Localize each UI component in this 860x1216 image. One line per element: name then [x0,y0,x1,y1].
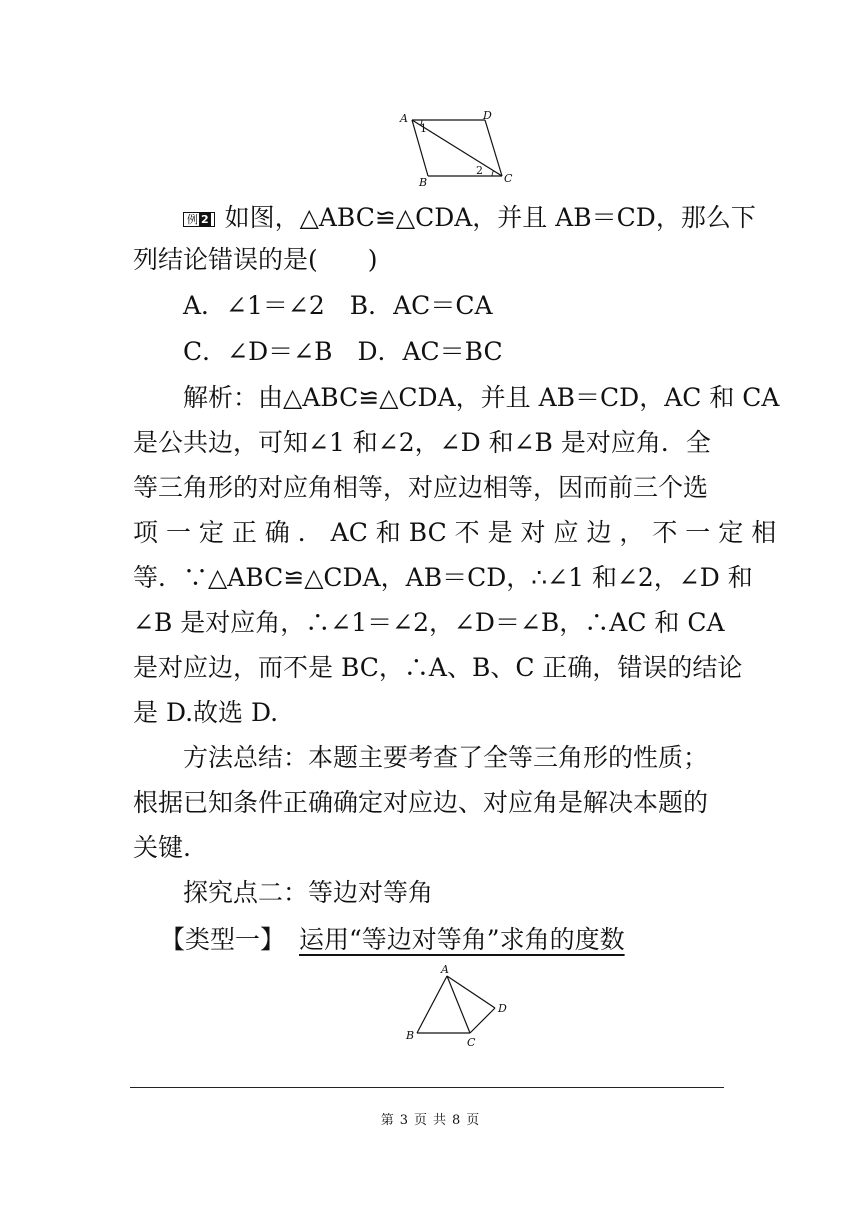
label-a: A [400,112,408,125]
figure-triangles [400,962,515,1050]
analysis-line-8: 是 D.故选 D. [133,698,279,727]
label-c2: C [467,1036,476,1049]
summary-line-2: 根据已知条件正确确定对应边、对应角是解决本题的 [133,788,709,817]
analysis-line-5: 等．∵△ABC≌△CDA，AB＝CD，∴∠1 和∠2，∠D 和 [133,563,753,592]
analysis-line-1: 解析：由△ABC≌△CDA，并且 AB＝CD，AC 和 CA [183,383,780,412]
label-angle-1: 1 [420,122,427,135]
label-d2: D [498,1002,507,1015]
question-line-2: 列结论错误的是( ) [133,245,378,274]
type-bracket: 【类型一】 [160,925,286,954]
label-c: C [504,172,513,185]
summary-line-3: 关键. [133,833,191,862]
section-heading: 探究点二：等边对等角 [183,878,434,907]
label-a2: A [441,963,449,976]
example-badge: 例 2 [183,212,215,227]
analysis-line-4: 项 一 定 正 确 ． AC 和 BC 不 是 对 应 边 ， 不 一 定 相 [133,518,777,547]
option-line-ab: A．∠1＝∠2 B．AC＝CA [183,291,493,320]
type-title: 运用“等边对等角”求角的度数 [299,925,625,954]
figure-parallelogram [395,108,525,188]
page-number: 3 [399,1113,408,1128]
analysis-line-7: 是对应边，而不是 BC，∴A、B、C 正确，错误的结论 [133,653,743,682]
page-total: 8 [452,1113,461,1128]
type-heading [0,925,860,955]
analysis-line-2: 是公共边，可知∠1 和∠2，∠D 和∠B 是对应角．全 [133,428,711,457]
analysis-line-6: ∠B 是对应角，∴∠1＝∠2，∠D＝∠B，∴AC 和 CA [133,608,725,637]
label-d: D [483,109,492,122]
label-b2: B [406,1029,415,1042]
page-footer: 第 3 页 共 8 页 [380,1113,480,1128]
question-line-1: 例 2 如图，△ABC≌△CDA，并且 AB＝CD，那么下 [0,203,860,233]
label-b: B [419,176,428,188]
analysis-line-3: 等三角形的对应角相等，对应边相等，因而前三个选 [133,473,709,502]
label-angle-2: 2 [476,164,483,177]
option-line-cd: C．∠D＝∠B D．AC＝BC [183,337,503,366]
summary-line-1: 方法总结：本题主要考查了全等三角形的性质； [183,743,709,772]
footer-rule [130,1087,724,1088]
